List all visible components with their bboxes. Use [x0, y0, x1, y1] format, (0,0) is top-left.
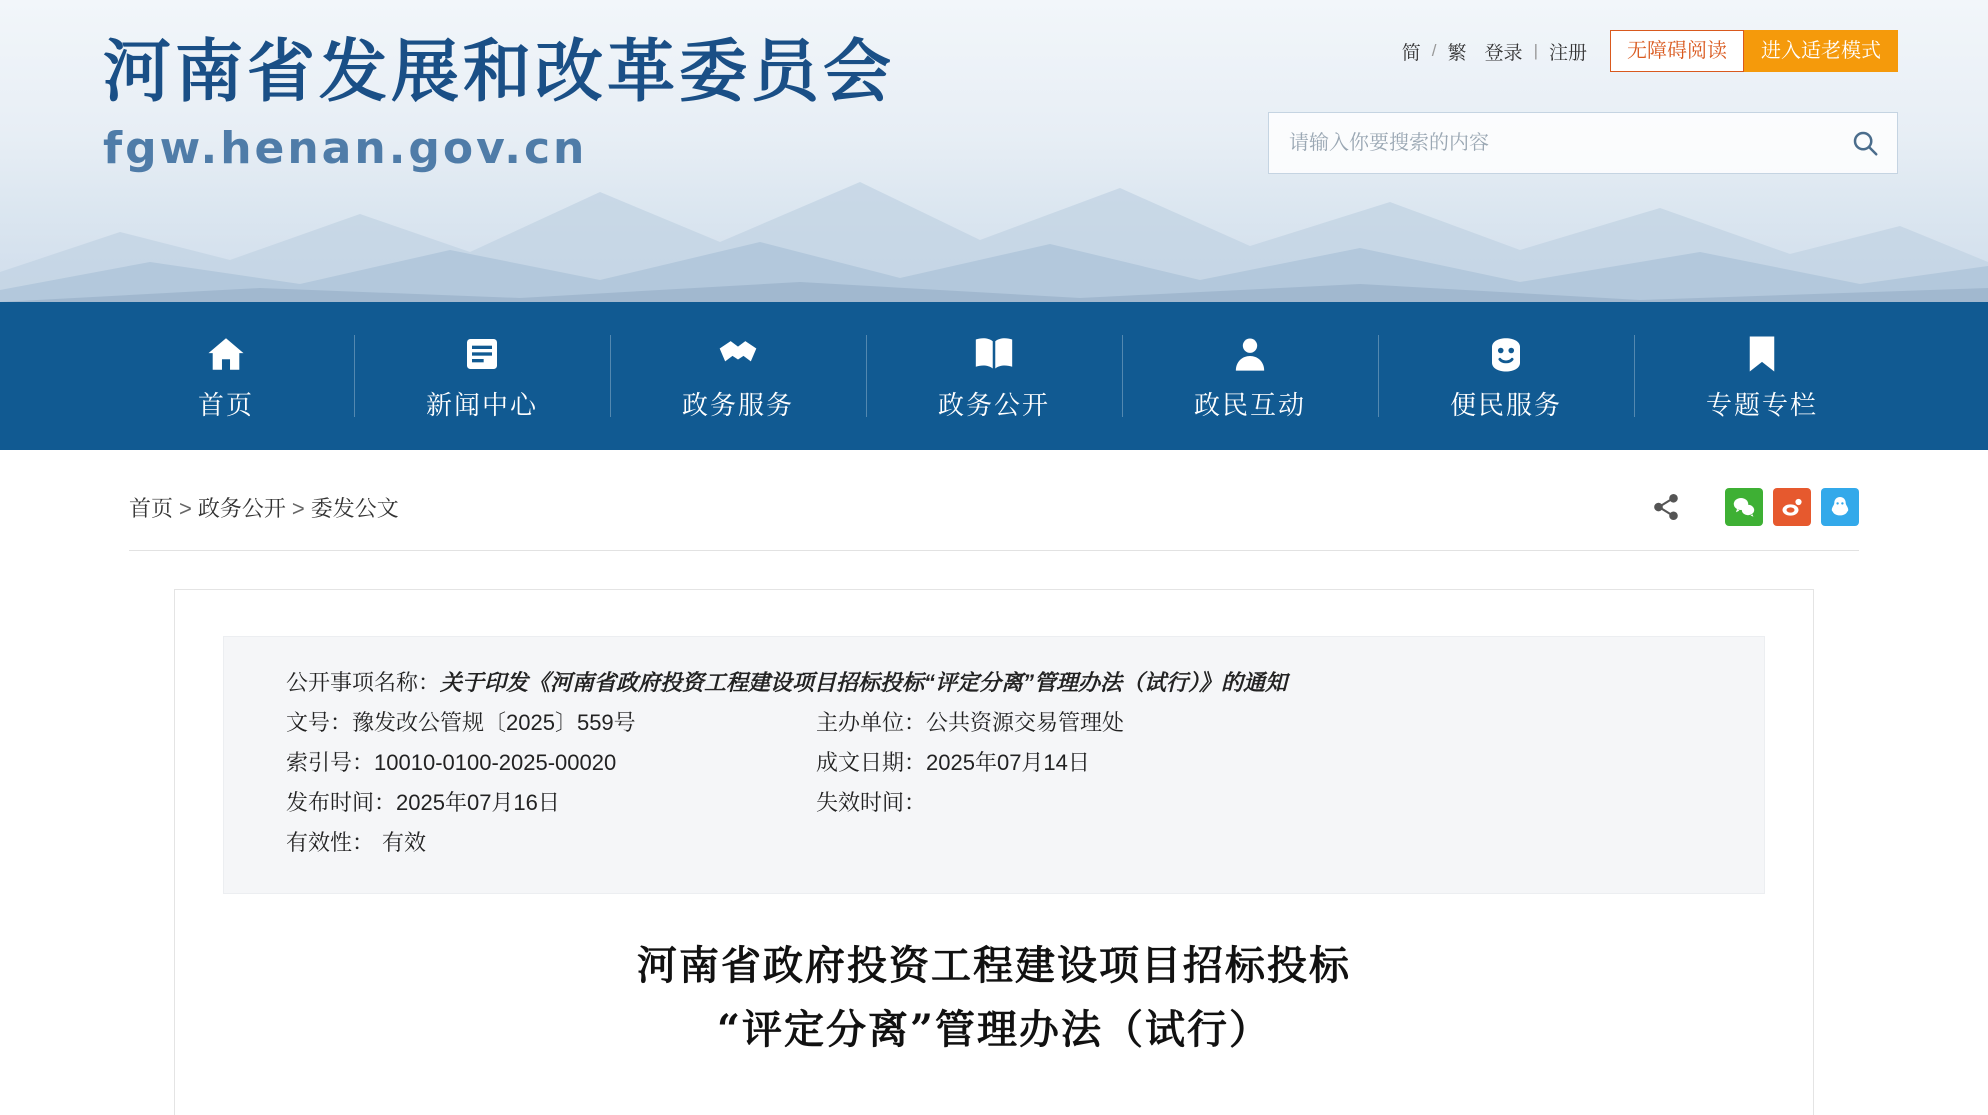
nav-item-government-disclosure[interactable] [866, 321, 1122, 431]
qq-icon [1828, 495, 1852, 519]
meta-row-publish-expire [286, 783, 1702, 823]
meta-value-written-date: 2025年07月14日 [926, 750, 1090, 775]
nav-label-government-disclosure: 政务公开 [937, 389, 1050, 420]
login-link[interactable]: 登录 [1484, 42, 1523, 64]
wechat-share-button[interactable] [1725, 488, 1763, 526]
search-bar[interactable] [1268, 112, 1898, 174]
meta-value-publish-time: 2025年07月16日 [396, 790, 560, 815]
accessible-reading-button[interactable]: 无障碍阅读 [1610, 30, 1744, 72]
search-input[interactable] [1269, 132, 1833, 155]
site-banner [0, 0, 1988, 302]
search-button[interactable] [1833, 113, 1897, 173]
search-icon [1850, 128, 1880, 158]
meta-label-expire-time: 失效时间： [816, 790, 927, 815]
elder-mode-button[interactable]: 进入适老模式 [1744, 30, 1898, 72]
site-url: fgw.henan.gov.cn [103, 123, 588, 174]
home-icon [205, 331, 247, 377]
document-title-line-2: “评定分离”管理办法（试行） [716, 1006, 1271, 1053]
weibo-share-button[interactable] [1773, 488, 1811, 526]
meta-label-publish-time: 发布时间： [286, 790, 397, 815]
handshake-icon [716, 331, 760, 377]
meta-label-validity: 有效性： [286, 830, 375, 855]
share-area [1645, 486, 1859, 528]
register-link[interactable]: 注册 [1548, 42, 1587, 64]
breadcrumb-section [0, 450, 1988, 551]
breadcrumb-separator-1: > [179, 495, 192, 521]
lang-separator: / [1431, 41, 1437, 60]
meta-label-org: 主办单位： [816, 710, 927, 735]
breadcrumb-item-committee-docs[interactable]: 委发公文 [310, 495, 399, 521]
document-title [223, 934, 1765, 1062]
main-navigation [0, 302, 1988, 450]
nav-label-news: 新闻中心 [425, 389, 538, 420]
qq-share-button[interactable] [1821, 488, 1859, 526]
weibo-icon [1780, 495, 1804, 519]
meta-label-index: 索引号： [286, 750, 375, 775]
document-title-line-1: 河南省政府投资工程建设项目招标投标 [637, 942, 1351, 989]
meta-label-name: 公开事项名称： [286, 670, 441, 695]
share-nodes-icon[interactable] [1645, 486, 1687, 528]
article-section [0, 551, 1988, 1115]
book-icon [972, 331, 1016, 377]
nav-item-convenience-service[interactable] [1378, 321, 1634, 431]
nav-item-news[interactable] [354, 321, 610, 431]
article-card [174, 589, 1814, 1115]
meta-row-validity [286, 823, 1702, 863]
meta-value-validity: 有效 [382, 830, 427, 855]
site-title: 河南省发展和改革委员会 [103, 33, 896, 112]
nav-label-special-topics: 专题专栏 [1705, 389, 1818, 420]
nav-label-government-service: 政务服务 [681, 389, 794, 420]
nav-label-convenience-service: 便民服务 [1449, 389, 1562, 420]
nav-item-home[interactable] [98, 321, 354, 431]
nav-label-home: 首页 [197, 389, 254, 420]
nav-item-special-topics[interactable] [1634, 321, 1890, 431]
breadcrumb [129, 492, 399, 523]
breadcrumb-item-disclosure[interactable]: 政务公开 [197, 495, 286, 521]
meta-row-docno-org [286, 703, 1702, 743]
meta-row-index-writtendate [286, 743, 1702, 783]
lang-simplified-link[interactable]: 简 [1401, 42, 1421, 64]
document-meta-box [223, 636, 1765, 894]
top-utility-bar [1393, 30, 1898, 72]
nav-label-public-interaction: 政民互动 [1193, 389, 1306, 420]
news-icon [462, 331, 502, 377]
lang-traditional-link[interactable]: 繁 [1447, 42, 1467, 64]
meta-value-org: 公共资源交易管理处 [926, 710, 1125, 735]
top-divider: | [1533, 41, 1538, 60]
smile-icon [1485, 331, 1527, 377]
nav-item-public-interaction[interactable] [1122, 321, 1378, 431]
meta-value-name: 关于印发《河南省政府投资工程建设项目招标投标“评定分离”管理办法（试行）》的通知 [440, 670, 1288, 695]
meta-value-index: 10010-0100-2025-00020 [374, 750, 617, 775]
breadcrumb-separator-2: > [291, 495, 305, 521]
person-icon [1230, 331, 1270, 377]
nav-item-government-service[interactable] [610, 321, 866, 431]
meta-value-doc-no: 豫发改公管规〔2025〕559号 [352, 710, 636, 735]
bookmark-icon [1744, 331, 1780, 377]
breadcrumb-item-home[interactable]: 首页 [129, 495, 174, 521]
site-logo[interactable] [103, 30, 895, 174]
meta-label-doc-no: 文号： [286, 710, 353, 735]
meta-label-written-date: 成文日期： [816, 750, 927, 775]
meta-row-name [286, 663, 1702, 703]
wechat-icon [1732, 495, 1756, 519]
